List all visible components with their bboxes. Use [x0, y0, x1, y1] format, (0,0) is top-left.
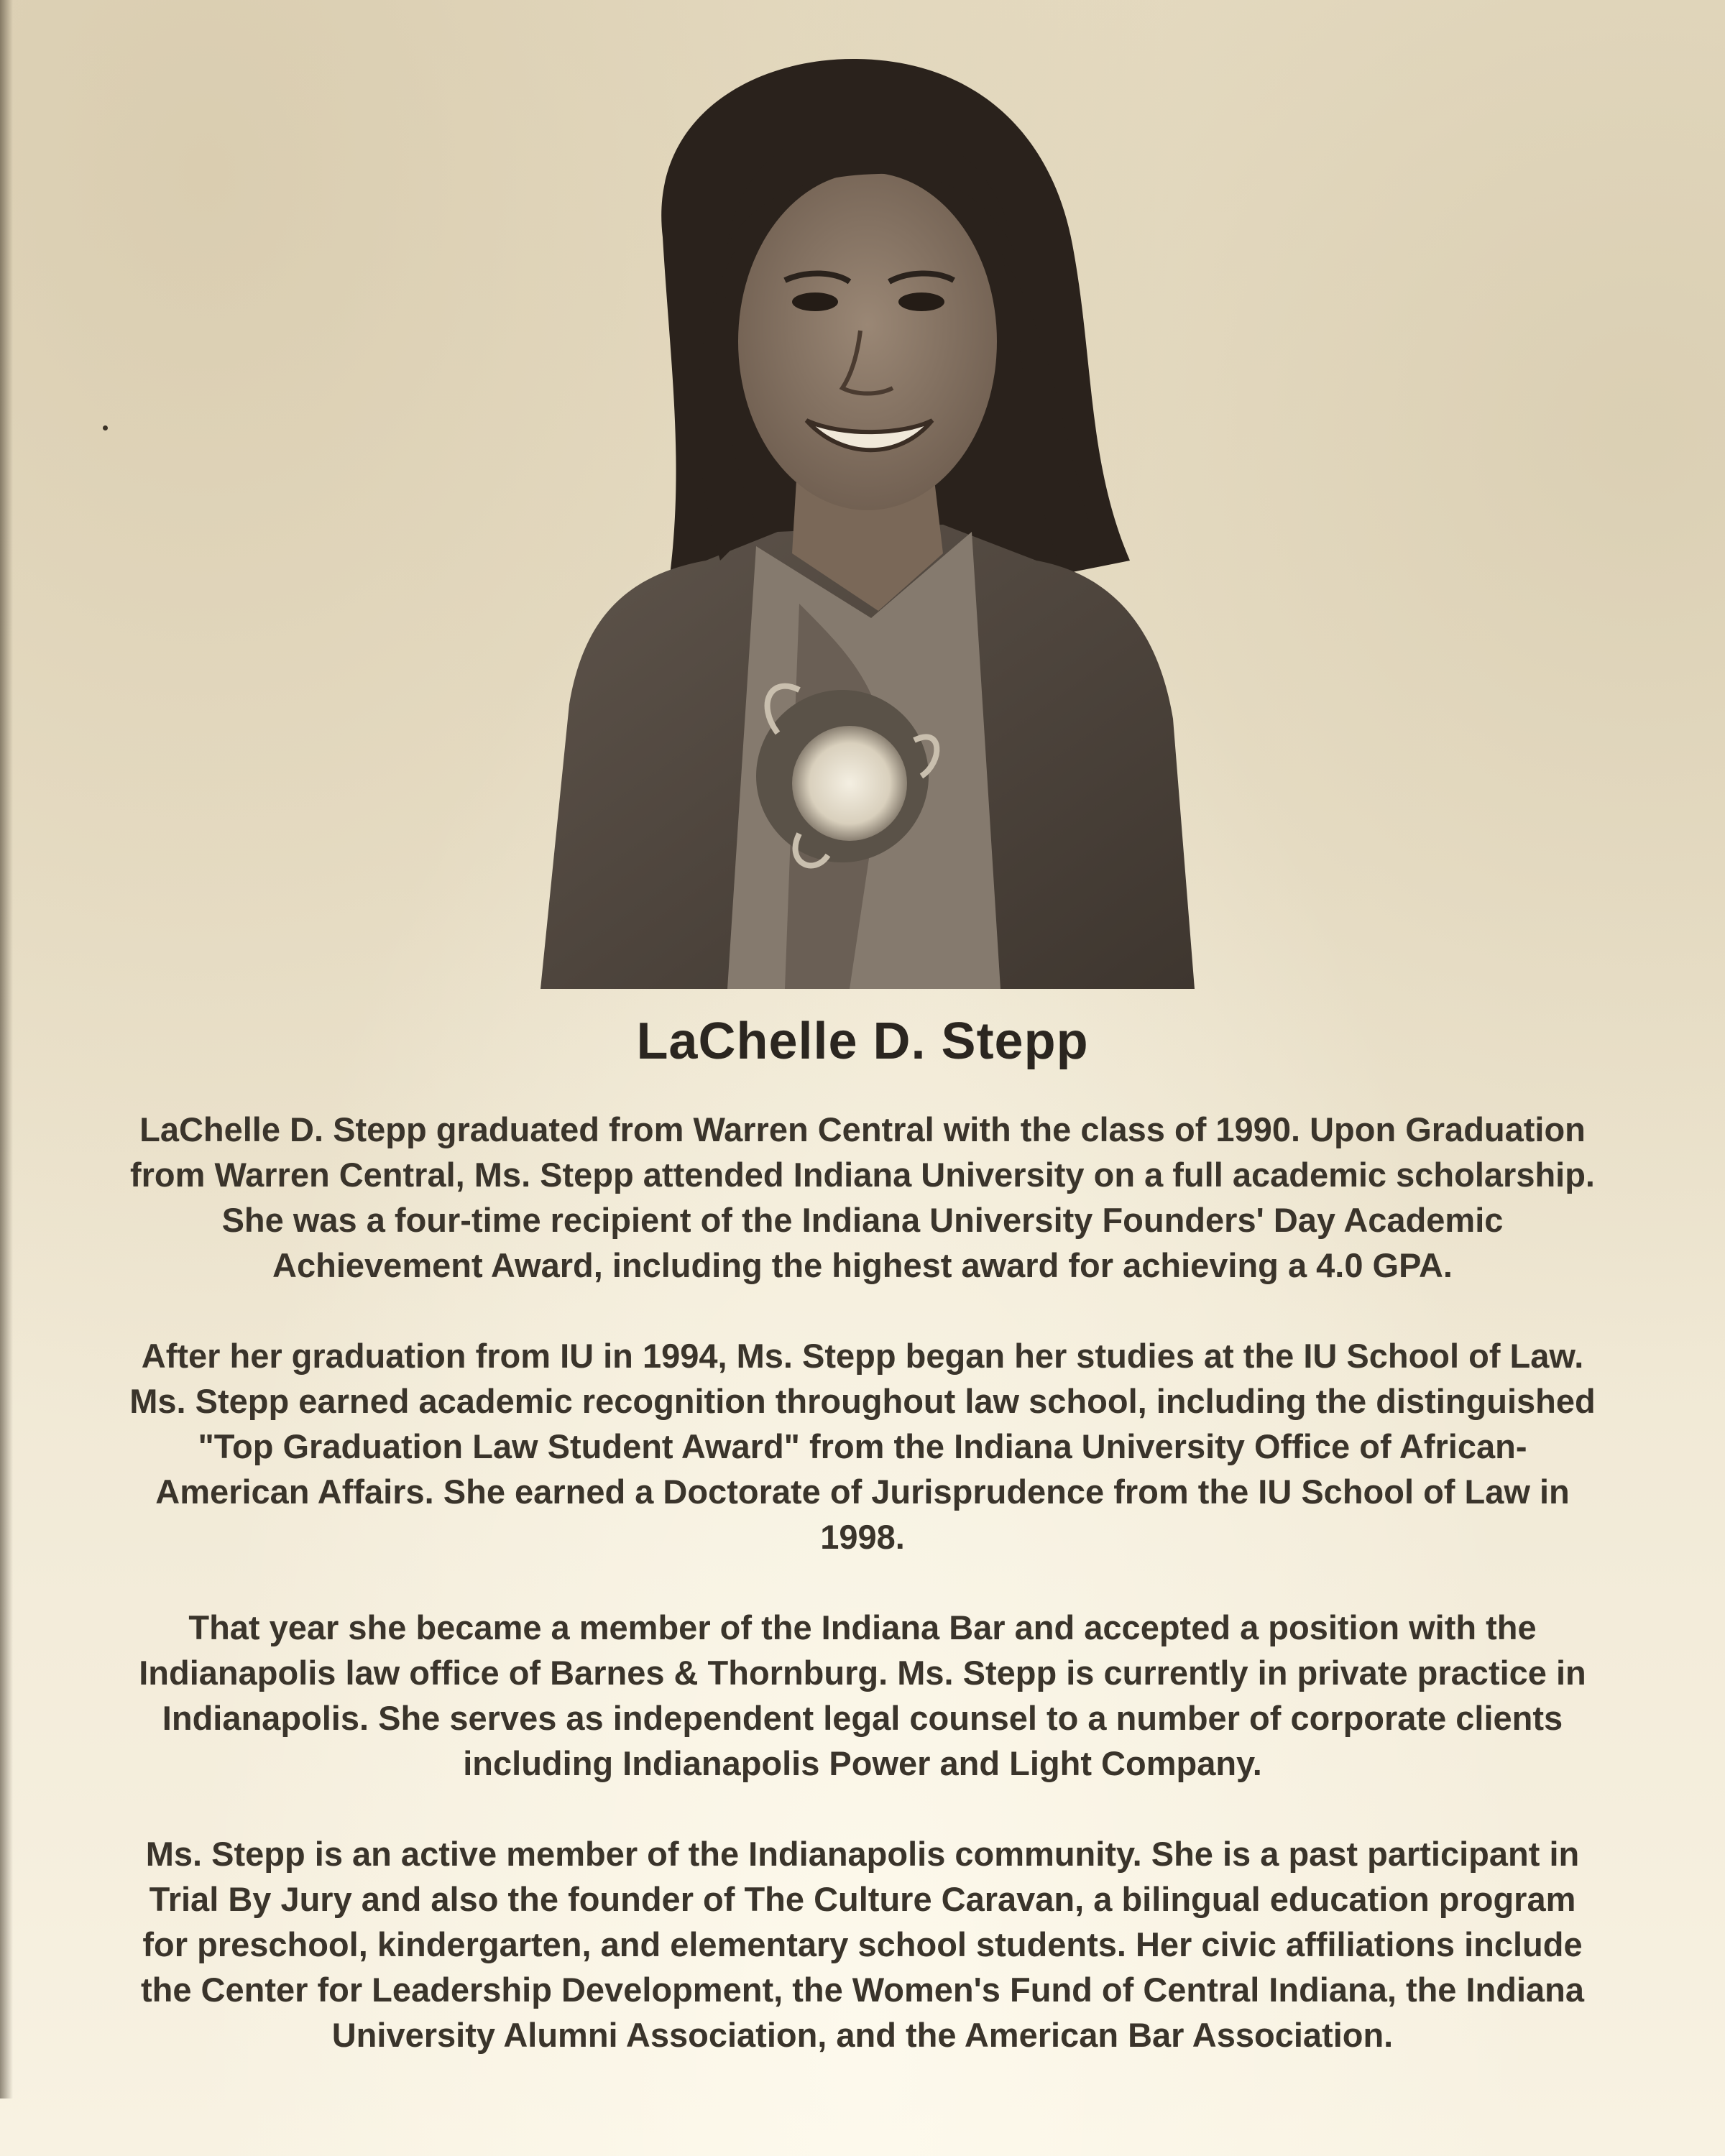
bio-line: Ms. Stepp earned academic recognition throughout law school, including the distinguished	[129, 1382, 1596, 1420]
print-speck	[103, 425, 108, 430]
biography-text	[29, 1107, 1696, 2103]
bio-line: 1998.	[820, 1518, 905, 1556]
bio-line: Indianapolis law office of Barnes & Thornburg. Ms. Stepp is currently in private practice in	[139, 1654, 1586, 1692]
bio-line: University Alumni Association, and the American Bar Association.	[331, 2016, 1394, 2054]
bio-paragraph-community	[29, 1831, 1696, 2058]
bio-line: including Indianapolis Power and Light Company.	[463, 1744, 1262, 1782]
bio-line: from Warren Central, Ms. Stepp attended Indiana University on a full academic scholarship.	[129, 1156, 1595, 1194]
bio-line: After her graduation from IU in 1994, Ms. Stepp began her studies at the IU School of Law.	[141, 1337, 1584, 1375]
portrait-illustration	[540, 57, 1195, 989]
bio-line: Achievement Award, including the highest award for achieving a 4.0 GPA.	[272, 1246, 1453, 1284]
bio-line: "Top Graduation Law Student Award" from the Indiana University Office of African-	[198, 1427, 1527, 1465]
bio-line: LaChelle D. Stepp graduated from Warren Central with the class of 1990. Upon Graduation	[139, 1110, 1586, 1148]
bio-paragraph-career	[29, 1605, 1696, 1786]
portrait-photo	[540, 57, 1195, 989]
bio-line: Trial By Jury and also the founder of The Culture Caravan, a bilingual education program	[149, 1880, 1576, 1918]
bio-paragraph-law-school	[29, 1333, 1696, 1560]
bio-line: That year she became a member of the Indiana Bar and accepted a position with the	[188, 1608, 1537, 1646]
bio-line: She was a four-time recipient of the Indiana University Founders' Day Academic	[221, 1201, 1504, 1239]
bio-paragraph-education	[29, 1107, 1696, 1288]
profile-name-heading: LaChelle D. Stepp	[636, 1013, 1089, 1070]
bio-line: Ms. Stepp is an active member of the Indianapolis community. She is a past participant in	[145, 1835, 1580, 1873]
bio-line: the Center for Leadership Development, the Women's Fund of Central Indiana, the Indiana	[140, 1971, 1585, 2009]
bio-line: American Affairs. She earned a Doctorate of Jurisprudence from the IU School of Law in	[155, 1473, 1570, 1511]
bio-line: for preschool, kindergarten, and elementary school students. Her civic affiliations include	[142, 1925, 1583, 1963]
bio-line: Indianapolis. She serves as independent legal counsel to a number of corporate clients	[162, 1699, 1563, 1737]
